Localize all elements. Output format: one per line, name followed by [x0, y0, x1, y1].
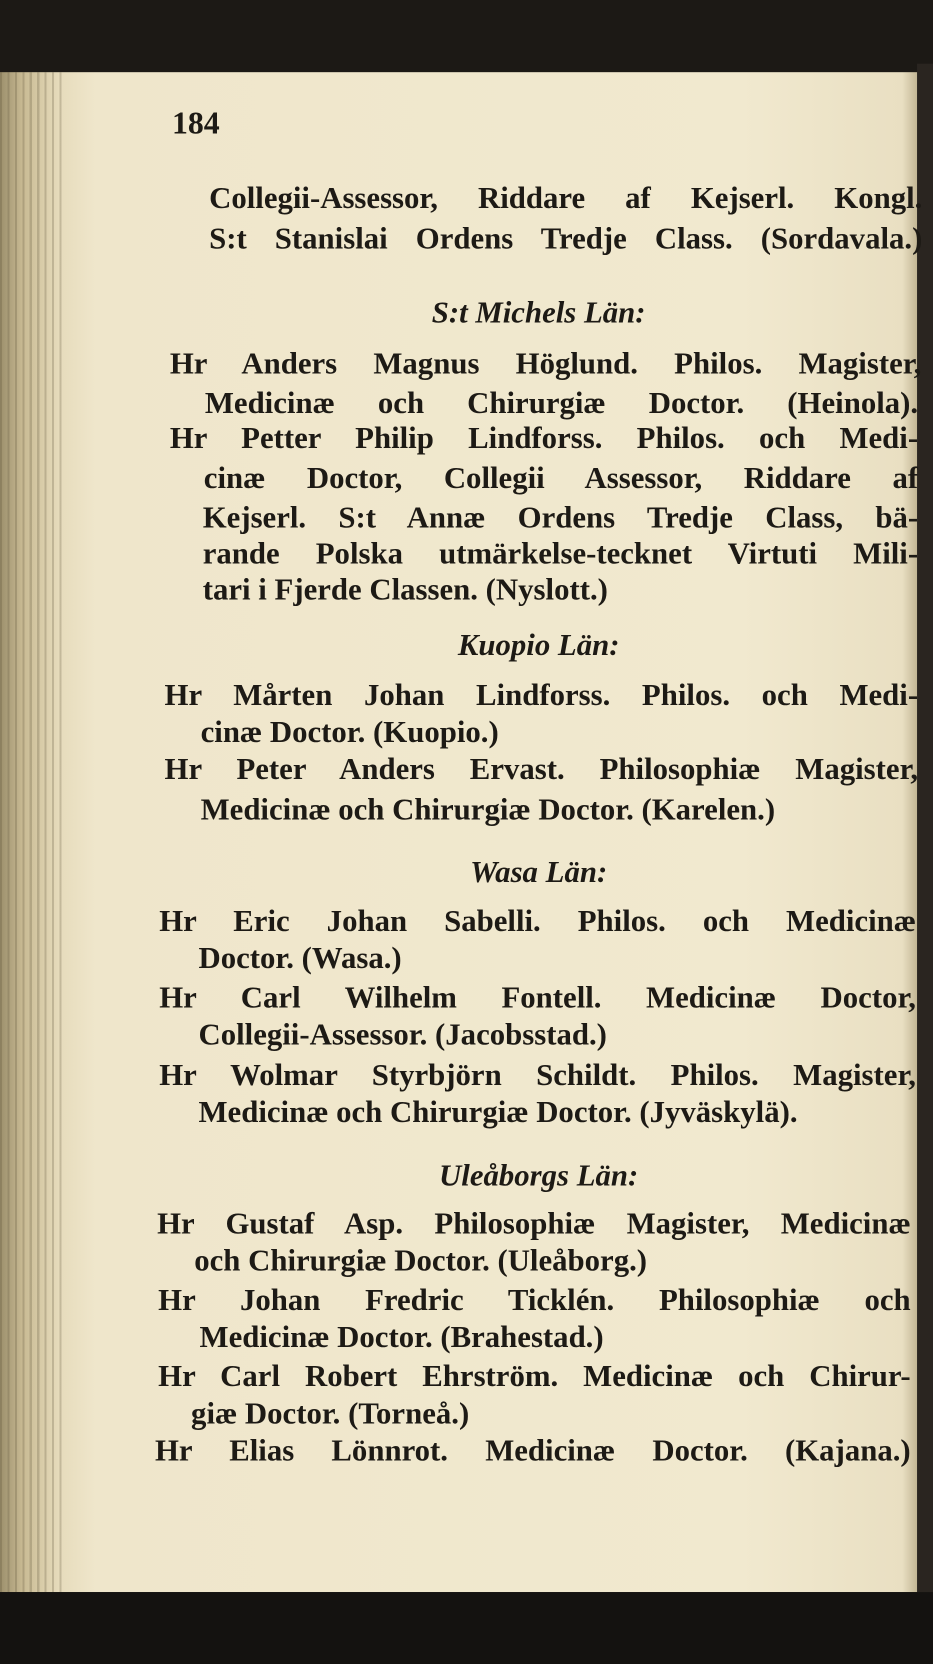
text-line: Kejserl. S:t Annæ Ordens Tredje Class, bä-	[202, 500, 919, 535]
text-line: Hr Eric Johan Sabelli. Philos. och Medicinæ	[159, 904, 916, 939]
text-line: rande Polska utmärkelse-tecknet Virtuti Mili-	[202, 537, 919, 572]
text-line: Collegii-Assessor. (Jacobsstad.)	[198, 1017, 607, 1052]
section-heading: Uleåborgs Län:	[439, 1159, 639, 1194]
scan-border	[0, 1592, 933, 1664]
text-line: cinæ Doctor. (Kuopio.)	[200, 715, 499, 750]
page-edge	[917, 64, 933, 1603]
text-line: Hr Anders Magnus Höglund. Philos. Magister,	[169, 347, 922, 382]
text-line: Hr Elias Lönnrot. Medicinæ Doctor. (Kajana.)	[154, 1433, 911, 1468]
text-line: cinæ Doctor, Collegii Assessor, Riddare af	[203, 461, 919, 496]
text-line: tari i Fjerde Classen. (Nyslott.)	[202, 573, 608, 608]
text-line: Medicinæ och Chirurgiæ Doctor. (Karelen.)	[200, 792, 776, 827]
text-line: Medicinæ och Chirurgiæ Doctor. (Heinola).	[204, 386, 919, 421]
text-line: Medicinæ Doctor. (Brahestad.)	[199, 1320, 604, 1355]
text-line: Hr Gustaf Asp. Philosophiæ Magister, Medicinæ	[157, 1206, 911, 1241]
text-line: Hr Peter Anders Ervast. Philosophiæ Magister,	[164, 752, 919, 787]
section-heading: Kuopio Län:	[457, 628, 620, 663]
text-line: Hr Petter Philip Lindforss. Philos. och Medi-	[169, 421, 919, 456]
page-number: 184	[171, 106, 220, 142]
text-line: Hr Johan Fredric Ticklén. Philosophiæ och	[158, 1283, 911, 1318]
text-line: Hr Mårten Johan Lindforss. Philos. och Medi-	[164, 678, 919, 713]
text-line: Collegii-Assessor, Riddare af Kejserl. Kongl.	[209, 181, 923, 216]
text-line: Hr Carl Robert Ehrström. Medicinæ och Chirur-	[158, 1359, 911, 1394]
text-line: Hr Wolmar Styrbjörn Schildt. Philos. Magister,	[159, 1058, 916, 1093]
text-line: Hr Carl Wilhelm Fontell. Medicinæ Doctor,	[159, 980, 916, 1015]
text-line: S:t Stanislai Ordens Tredje Class. (Sordavala.)	[209, 221, 923, 256]
text-line: giæ Doctor. (Torneå.)	[191, 1396, 470, 1431]
text-line: och Chirurgiæ Doctor. (Uleåborg.)	[194, 1243, 648, 1278]
text-line: Medicinæ och Chirurgiæ Doctor. (Jyväskylä).	[198, 1095, 798, 1130]
text-line: Doctor. (Wasa.)	[198, 941, 402, 976]
book-gutter	[0, 72, 64, 1592]
section-heading: S:t Michels Län:	[431, 296, 646, 331]
section-heading: Wasa Län:	[470, 855, 608, 890]
